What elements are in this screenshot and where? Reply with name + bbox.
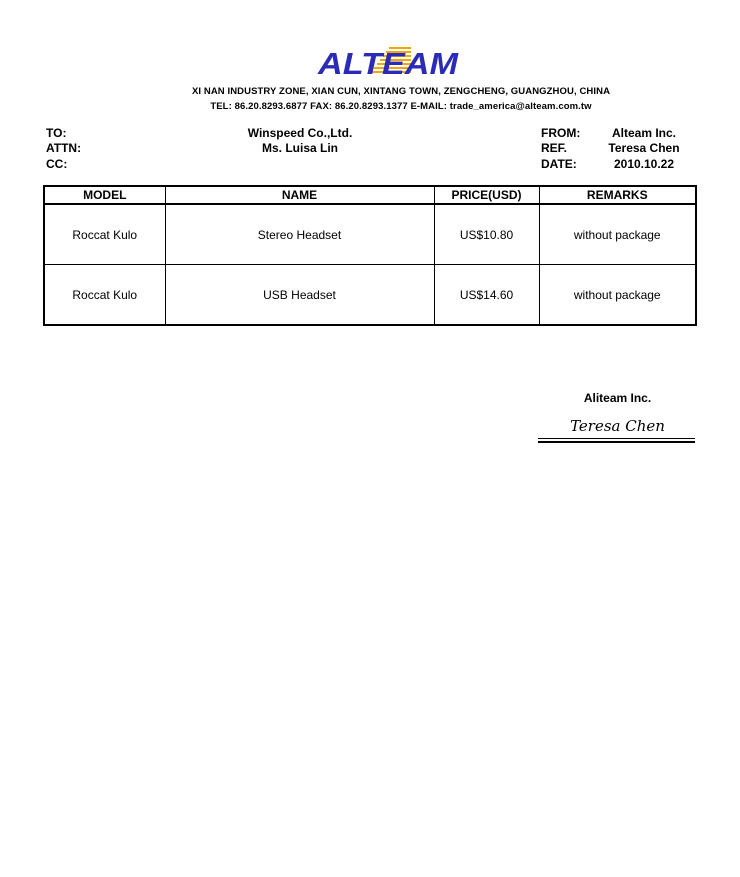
date-value: 2010.10.22: [613, 157, 675, 171]
signature-line: [538, 438, 695, 439]
cell-model: Roccat Kulo: [44, 265, 165, 326]
cell-remarks: without package: [539, 265, 696, 326]
date-label: DATE:: [541, 157, 577, 171]
cell-name: USB Headset: [165, 265, 434, 326]
table-row: [44, 204, 696, 265]
company-address: XI NAN INDUSTRY ZONE, XIAN CUN, XINTANG TOWN, ZENGCHENG, GUANGZHOU, CHINA: [191, 86, 611, 97]
cell-model: Roccat Kulo: [44, 204, 165, 265]
cell-name: Stereo Headset: [165, 204, 434, 265]
from-value: Alteam Inc.: [611, 126, 677, 140]
col-header-name: NAME: [165, 186, 434, 204]
signature-name: Teresa Chen: [570, 417, 665, 435]
ref-value: Teresa Chen: [608, 141, 680, 155]
attn-label: ATTN:: [46, 141, 82, 155]
cell-price: US$10.80: [434, 204, 539, 265]
col-header-model: MODEL: [44, 186, 165, 204]
table-row: [44, 265, 696, 326]
from-label: FROM:: [541, 126, 581, 140]
col-header-price: PRICE(USD): [434, 186, 539, 204]
signature-line-thick: [538, 441, 695, 443]
alteam-logo: [316, 44, 460, 78]
to-value: Winspeed Co.,Ltd.: [247, 126, 353, 140]
quotation-table: [43, 185, 697, 326]
cell-price: US$14.60: [434, 265, 539, 326]
signature-company: Aliteam Inc.: [583, 391, 652, 405]
col-header-remarks: REMARKS: [539, 186, 696, 204]
ref-label: REF.: [541, 141, 568, 155]
logo-text: ALTEAM: [316, 46, 460, 78]
attn-value: Ms. Luisa Lin: [261, 141, 338, 155]
cc-label: CC:: [46, 157, 68, 171]
company-contact: TEL: 86.20.8293.6877 FAX: 86.20.8293.1377 E-MAIL: trade_america@alteam.com.tw: [210, 101, 592, 112]
table-header-row: [44, 186, 696, 204]
cell-remarks: without package: [539, 204, 696, 265]
to-label: TO:: [46, 126, 67, 140]
